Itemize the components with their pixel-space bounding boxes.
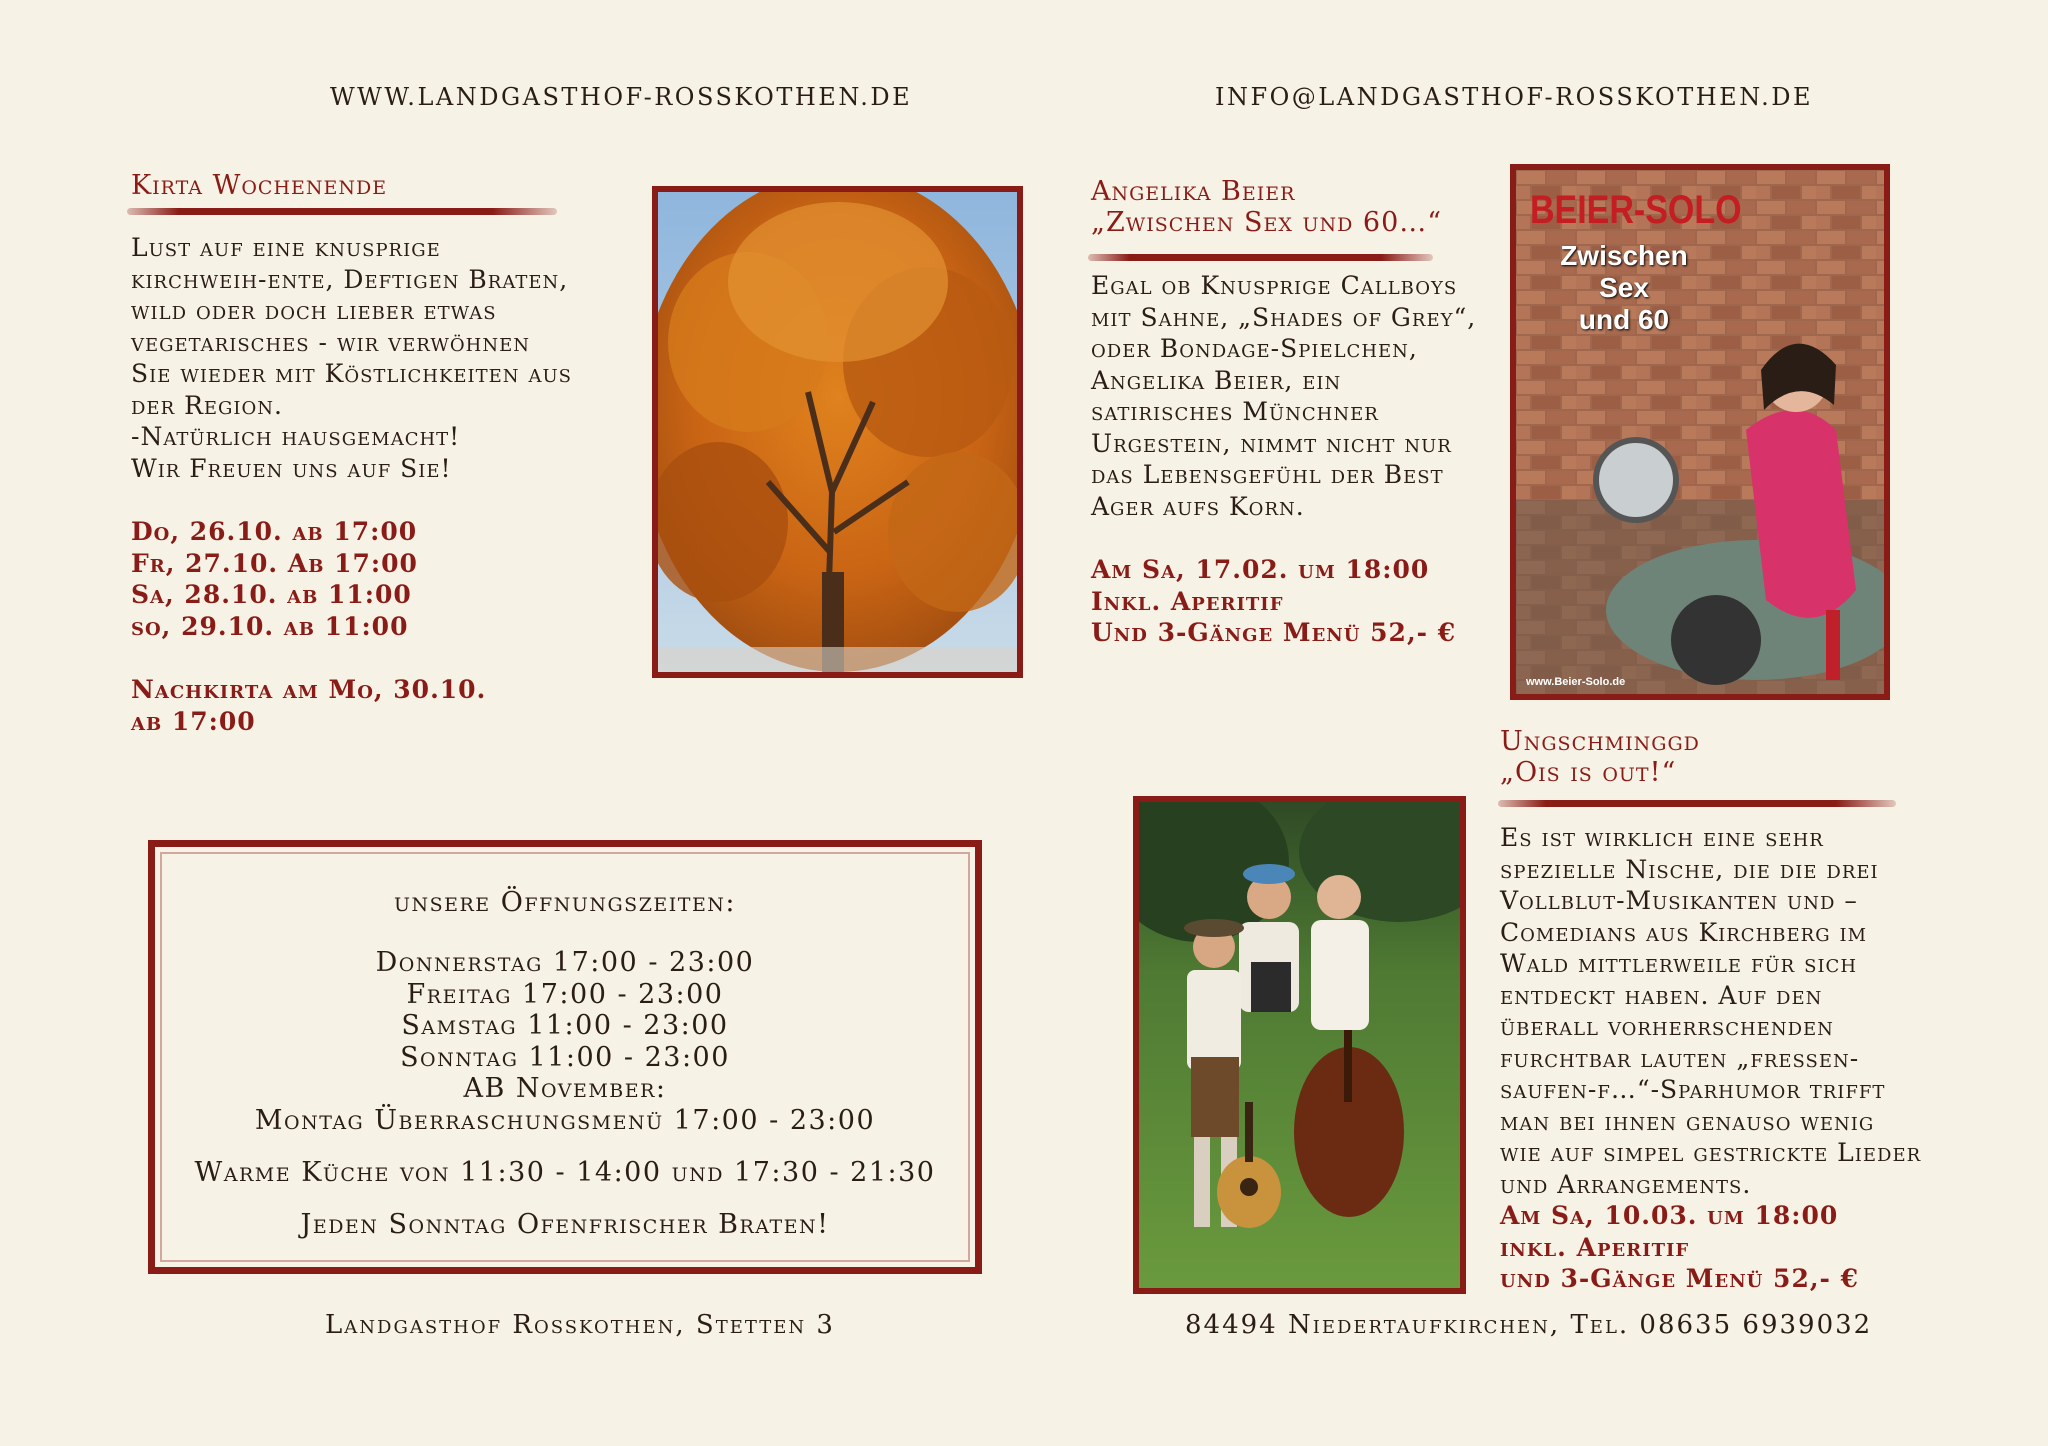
poster-url: www.Beier-Solo.de xyxy=(1526,676,1626,688)
website-link[interactable]: WWW.LANDGASTHOF-ROSSKOTHEN.DE xyxy=(330,83,913,111)
beier-event-info: Am Sa, 17.02. um 18:00 Inkl. Aperitif Und 3-Gänge Menü 52,- € xyxy=(1091,555,1457,647)
kirta-dates: Do, 26.10. ab 17:00 Fr, 27.10. Ab 17:00 Sa, 28.10. ab 11:00 so, 29.10. ab 11:00 xyxy=(131,517,418,641)
sunday-special: Jeden Sonntag Ofenfrischer Braten! xyxy=(300,1209,830,1240)
ungschminggd-heading-underline xyxy=(1498,800,1896,807)
opening-hours-title: unsere Öffnungszeiten: xyxy=(393,887,737,918)
ungschminggd-event-info: Am Sa, 10.03. um 18:00 inkl. Aperitif und 3-Gänge Menü 52,- € xyxy=(1500,1201,1860,1293)
poster-subtitle: Zwischen Sex und 60 xyxy=(1560,240,1688,335)
beier-description: Egal ob Knusprige Callboys mit Sahne, „Shades of Grey“, oder Bondage-Spielchen, Angelika Beier, ein satirisches Münchner Urgestein, nimmt nicht nur das Lebensgefühl der Best Ager aufs Korn. xyxy=(1091,271,1477,521)
nachkirta-dates: Nachkirta am Mo, 30.10. ab 17:00 xyxy=(131,675,487,736)
beier-heading: Angelika Beier „Zwischen Sex und 60…“ xyxy=(1091,176,1443,238)
band-illustration xyxy=(1139,802,1460,1288)
ungschminggd-description: Es ist wirklich eine sehr spezielle Nische, die die drei Vollblut-Musikanten und – Comedians aus Kirchberg im Wald mittlerweile für sich entdeckt haben. Auf den überall vorherrschenden furchtbar lauten „fressen- saufen-f…“-Sparhumor trifft man bei ihnen genauso wenig wie auf simpel gestrickte Lieder und Arrangements. xyxy=(1500,823,1922,1199)
beier-heading-underline xyxy=(1088,254,1433,261)
beier-solo-poster xyxy=(1510,164,1890,700)
autumn-tree-photo xyxy=(652,186,1023,678)
kitchen-hours: Warme Küche von 11:30 - 14:00 und 17:30 - 21:30 xyxy=(194,1157,936,1188)
kirta-heading: Kirta Wochenende xyxy=(131,170,388,201)
footer-city-phone: 84494 Niedertaufkirchen, Tel. 08635 6939032 xyxy=(1185,1310,1873,1340)
opening-hours-list: Donnerstag 17:00 - 23:00 Freitag 17:00 - 23:00 Samstag 11:00 - 23:00 Sonntag 11:00 - 23:00 AB November: Montag Überraschungsmenü 17:00 - 23:00 xyxy=(254,947,876,1136)
email-link[interactable]: INFO@LANDGASTHOF-ROSSKOTHEN.DE xyxy=(1215,83,1814,111)
poster-title: BEIER-SOLO xyxy=(1530,188,1742,232)
kirta-description: Lust auf eine knusprige kirchweih-ente, Deftigen Braten, wild oder doch lieber etwas vegetarisches - wir verwöhnen Sie wieder mit Köstlichkeiten aus der Region. -Natürlich hausgemacht! Wir Freuen uns auf Sie! xyxy=(131,233,572,483)
ungschminggd-heading: Ungschminggd „Ois is out!“ xyxy=(1500,726,1700,788)
band-photo xyxy=(1133,796,1466,1294)
opening-hours-box xyxy=(148,840,982,1274)
footer-address: Landgasthof Rosskothen, Stetten 3 xyxy=(325,1310,835,1340)
autumn-tree-illustration xyxy=(658,192,1017,672)
kirta-heading-underline xyxy=(127,208,557,215)
